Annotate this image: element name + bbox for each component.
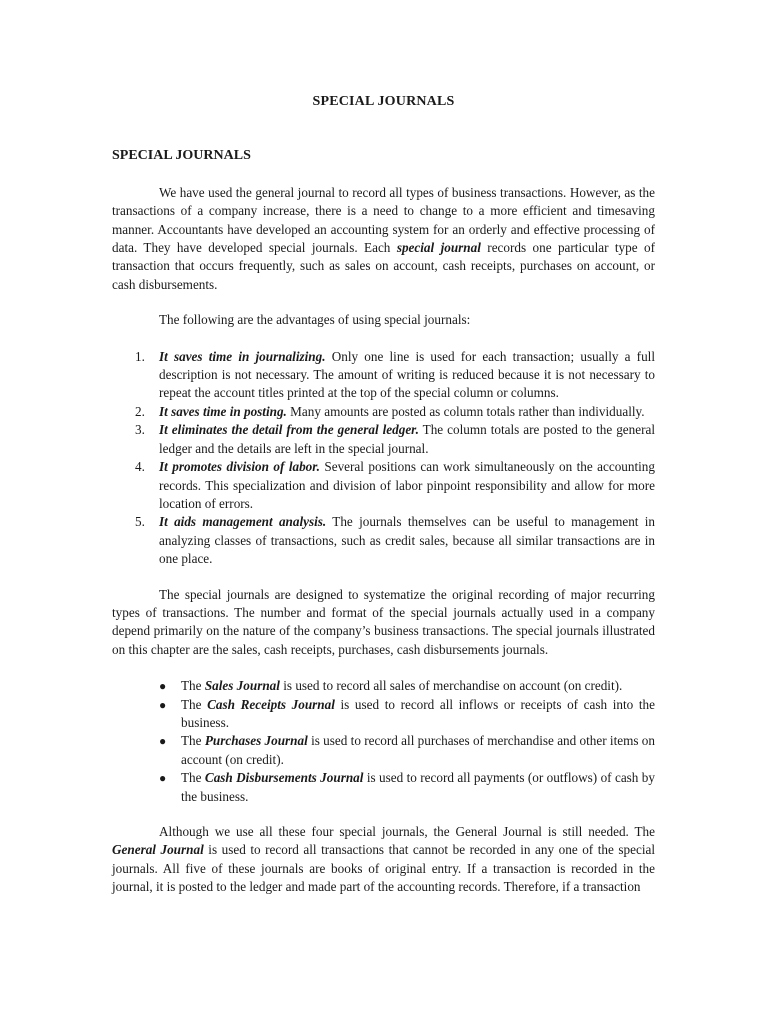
item-number: 1. [135,348,145,364]
closing-text-before: Although we use all these four special journals, the General Journal is still needed. The [159,824,655,839]
design-paragraph: The special journals are designed to systematize the original recording of major recurring types of transactions. The number and format of the special journals actually used in a company depend primarily on the nature of the company’s business transactions. The special journals illustrated on this chapter are the sales, cash receipts, purchases, cash disbursements journals. [112,586,655,657]
intro-term: special journal [396,240,481,256]
list-item [112,769,655,806]
item-lead: It saves time in posting. [159,403,287,419]
bullet-icon: ● [159,734,167,749]
advantages-intro: The following are the advantages of using special journals: [159,312,471,328]
closing-paragraph [112,823,655,897]
advantages-list [112,348,655,569]
document-title: SPECIAL JOURNALS [312,94,455,109]
closing-term: General Journal [112,842,204,858]
item-number: 3. [135,422,145,438]
intro-paragraph [112,184,655,294]
bullet-icon: ● [159,771,167,786]
list-item [112,458,655,513]
item-text-after: is used to record all sales of merchandise on account (on credit). [279,678,623,694]
item-number: 4. [135,459,145,475]
item-lead: It saves time in journalizing. [159,348,326,364]
list-item [112,677,655,695]
journal-name: Purchases Journal [204,733,308,749]
journal-name: Cash Disbursements Journal [204,770,364,786]
item-text: The column totals are posted to the general ledger and the details are left in the special journal. [159,422,655,456]
list-item [112,348,655,403]
item-number: 5. [135,514,145,530]
item-lead: It aids management analysis. [159,514,327,530]
item-text: The journals themselves can be useful to management in analyzing classes of transactions, such as credit sales, because all similar transactions are in one place. [159,514,655,567]
item-number: 2. [135,403,145,419]
item-text: Only one line is used for each transaction; usually a full description is not necessary. The amount of writing is reduced because it is not necessary to repeat the account titles printed at the top of the special column or columns. [159,348,655,401]
item-text-after: is used to record all purchases of merchandise and other items on account (on credit). [181,733,655,767]
item-text-before: The [181,770,205,786]
closing-text-after: is used to record all transactions that cannot be recorded in any one of the special journals. All five of these journals are books of original entry. If a transaction is recorded in the journal, it is posted to the ledger and made part of the accounting records. Therefore, if a transaction [112,842,656,895]
item-text-after: is used to record all inflows or receipts of cash into the business. [181,696,655,730]
list-item [112,696,655,733]
journal-name: Sales Journal [204,678,280,694]
bullet-icon: ● [159,697,167,712]
list-item [112,513,655,568]
bullet-icon: ● [159,679,167,694]
list-item [112,732,655,769]
item-text-before: The [181,733,205,749]
item-text: Several positions can work simultaneously on the accounting records. This specialization and division of labor pinpoint responsibility and allow for more location of errors. [159,459,655,511]
list-item [112,421,655,458]
document-body [112,93,655,897]
journal-name: Cash Receipts Journal [207,696,335,712]
list-item [112,403,655,421]
intro-text-before: We have used the general journal to record all types of business transactions. However, as the transactions of a company increase, there is a need to change to a more efficient and timesaving manner. Accountants have developed an accounting system for an orderly and effective processing of data. They have developed special journals. Each [112,184,655,256]
item-text-after: is used to record all payments (or outflows) of cash by the business. [181,770,655,804]
section-heading: SPECIAL JOURNALS [112,148,251,164]
item-text-before: The [181,678,205,694]
item-text: Many amounts are posted as column totals rather than individually. [286,403,645,419]
intro-text-after: records one particular type of transaction that occurs frequently, such as sales on account, cash receipts, purchases on account, or cash disbursements. [112,240,655,292]
item-text-before: The [181,696,208,712]
item-lead: It promotes division of labor. [159,459,320,475]
item-lead: It eliminates the detail from the general ledger. [159,422,419,438]
journals-list [112,677,655,806]
